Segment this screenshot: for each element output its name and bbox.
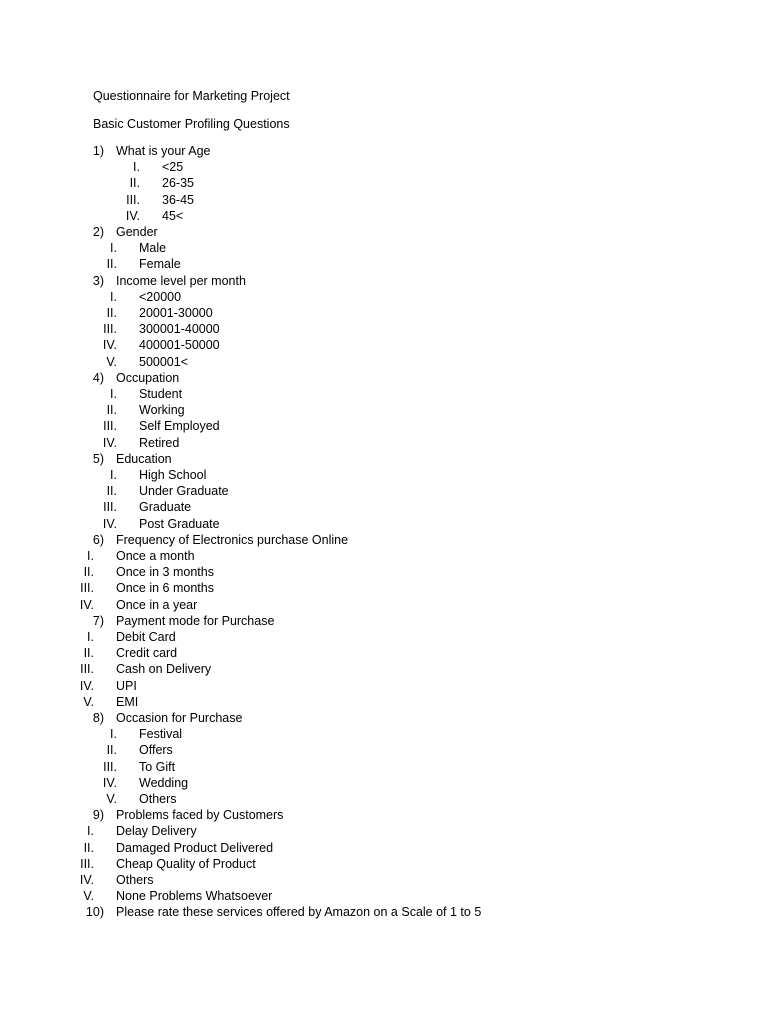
option-marker: III. bbox=[126, 193, 140, 207]
question-text: Payment mode for Purchase bbox=[116, 614, 275, 628]
option-text: Female bbox=[139, 257, 181, 271]
option-marker: III. bbox=[80, 857, 94, 871]
option-marker: V. bbox=[83, 695, 94, 709]
option-text: UPI bbox=[116, 679, 137, 693]
option-marker: II. bbox=[106, 403, 117, 417]
option-text: 36-45 bbox=[162, 193, 194, 207]
option-marker: I. bbox=[110, 241, 117, 255]
option-marker: II. bbox=[106, 306, 117, 320]
question-text: Education bbox=[116, 452, 172, 466]
option-text: 20001-30000 bbox=[139, 306, 213, 320]
option-text: Retired bbox=[139, 436, 180, 450]
option-text: 26-35 bbox=[162, 176, 194, 190]
option-marker: III. bbox=[103, 419, 117, 433]
option-text: Once in a year bbox=[116, 598, 198, 612]
option-text: <25 bbox=[162, 160, 184, 174]
option-text: Festival bbox=[139, 727, 183, 741]
question-text: Income level per month bbox=[116, 274, 246, 288]
option-marker: II. bbox=[83, 565, 94, 579]
option-text: Once in 3 months bbox=[116, 565, 214, 579]
option-text: Debit Card bbox=[116, 630, 176, 644]
question-number: 8) bbox=[92, 711, 104, 725]
section-heading: Basic Customer Profiling Questions bbox=[93, 117, 290, 131]
option-text: 500001< bbox=[139, 355, 189, 369]
option-text: Wedding bbox=[139, 776, 189, 790]
option-text: High School bbox=[139, 468, 207, 482]
option-marker: III. bbox=[103, 322, 117, 336]
option-marker: IV. bbox=[125, 209, 140, 223]
question-text: Frequency of Electronics purchase Online bbox=[116, 533, 349, 547]
option-text: Cheap Quality of Product bbox=[116, 857, 256, 871]
question-number: 1) bbox=[92, 144, 104, 158]
question-number: 9) bbox=[92, 808, 104, 822]
option-marker: V. bbox=[106, 792, 117, 806]
option-text: Once a month bbox=[116, 549, 195, 563]
option-marker: I. bbox=[87, 549, 94, 563]
option-text: 400001-50000 bbox=[139, 338, 220, 352]
option-text: Student bbox=[139, 387, 183, 401]
option-text: Others bbox=[139, 792, 177, 806]
option-marker: IV. bbox=[79, 598, 94, 612]
option-marker: IV. bbox=[102, 338, 117, 352]
option-marker: II. bbox=[106, 743, 117, 757]
option-marker: IV. bbox=[102, 776, 117, 790]
option-marker: IV. bbox=[79, 679, 94, 693]
question-text: Occasion for Purchase bbox=[116, 711, 243, 725]
option-marker: IV. bbox=[102, 517, 117, 531]
question-text: Occupation bbox=[116, 371, 180, 385]
option-marker: I. bbox=[110, 290, 117, 304]
option-marker: I. bbox=[110, 727, 117, 741]
option-text: EMI bbox=[116, 695, 139, 709]
option-text: Cash on Delivery bbox=[116, 662, 212, 676]
option-text: To Gift bbox=[139, 760, 176, 774]
option-text: Graduate bbox=[139, 500, 192, 514]
option-text: Under Graduate bbox=[139, 484, 229, 498]
option-marker: V. bbox=[83, 889, 94, 903]
question-text: Gender bbox=[116, 225, 158, 239]
option-marker: III. bbox=[80, 662, 94, 676]
option-text: Delay Delivery bbox=[116, 824, 197, 838]
option-marker: III. bbox=[80, 581, 94, 595]
option-text: Credit card bbox=[116, 646, 178, 660]
option-text: 45< bbox=[162, 209, 184, 223]
question-text: Please rate these services offered by Amazon on a Scale of 1 to 5 bbox=[116, 905, 482, 919]
option-text: Offers bbox=[139, 743, 173, 757]
option-text: Others bbox=[116, 873, 154, 887]
option-marker: I. bbox=[87, 824, 94, 838]
option-marker: I. bbox=[110, 387, 117, 401]
option-text: Male bbox=[139, 241, 167, 255]
option-marker: I. bbox=[133, 160, 140, 174]
option-text: <20000 bbox=[139, 290, 182, 304]
question-text: Problems faced by Customers bbox=[116, 808, 284, 822]
option-marker: IV. bbox=[79, 873, 94, 887]
option-marker: II. bbox=[129, 176, 140, 190]
question-number: 7) bbox=[92, 614, 104, 628]
option-text: None Problems Whatsoever bbox=[116, 889, 273, 903]
option-marker: I. bbox=[87, 630, 94, 644]
option-marker: I. bbox=[110, 468, 117, 482]
question-number: 10) bbox=[85, 905, 104, 919]
option-marker: III. bbox=[103, 760, 117, 774]
option-text: Self Employed bbox=[139, 419, 220, 433]
option-marker: II. bbox=[83, 841, 94, 855]
question-number: 6) bbox=[92, 533, 104, 547]
option-marker: V. bbox=[106, 355, 117, 369]
question-number: 2) bbox=[92, 225, 104, 239]
option-marker: II. bbox=[106, 257, 117, 271]
option-marker: III. bbox=[103, 500, 117, 514]
option-marker: II. bbox=[106, 484, 117, 498]
question-text: What is your Age bbox=[116, 144, 211, 158]
question-number: 3) bbox=[92, 274, 104, 288]
option-text: Working bbox=[139, 403, 185, 417]
option-text: 300001-40000 bbox=[139, 322, 220, 336]
option-text: Damaged Product Delivered bbox=[116, 841, 274, 855]
question-number: 4) bbox=[92, 371, 104, 385]
option-marker: IV. bbox=[102, 436, 117, 450]
option-marker: II. bbox=[83, 646, 94, 660]
option-text: Post Graduate bbox=[139, 517, 220, 531]
question-number: 5) bbox=[92, 452, 104, 466]
document-title: Questionnaire for Marketing Project bbox=[93, 89, 290, 103]
option-text: Once in 6 months bbox=[116, 581, 214, 595]
